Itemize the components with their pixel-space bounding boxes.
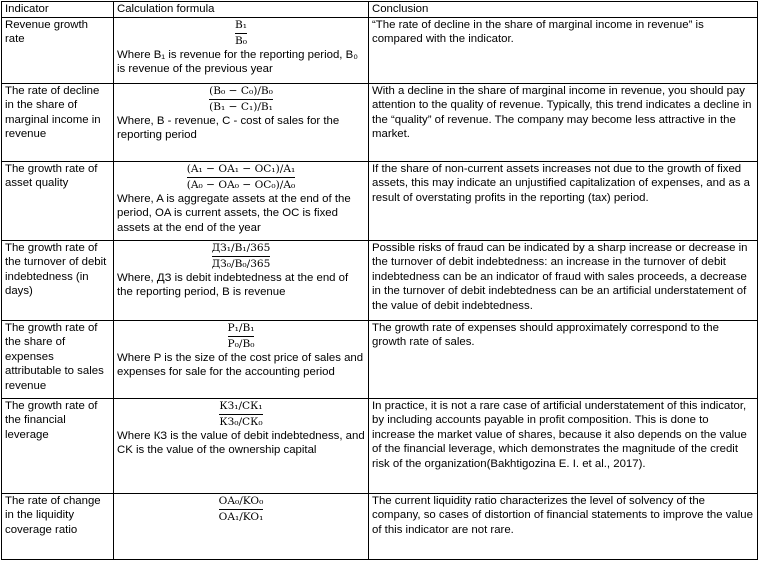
conclusion-cell: “The rate of decline in the share of marginal income in revenue” is compared with the indicator.: [369, 17, 758, 83]
formula-cell: [114, 17, 369, 83]
table-row: [2, 17, 758, 83]
formula-note: Where B₁ is revenue for the reporting period, B₀ is revenue of the previous year: [117, 48, 358, 76]
conclusion-cell: Possible risks of fraud can be indicated by a sharp increase or decrease in the turnover of debit indebtedness: an increase in the turnover of debit indebtedness can be an indicator of fraud with sales proceeds, a decrease in the turnover of debit indebtedness can be an artificial understatement of the value of debit indebtedness.: [369, 240, 758, 320]
formula-numerator: ДЗ₁/B₁/365: [211, 241, 271, 254]
formula-denominator: (B₁ − C₁)/B₁: [209, 100, 273, 113]
formula: [117, 495, 365, 524]
formula: [117, 242, 365, 271]
formula-numerator: B₁: [234, 18, 248, 31]
formula-numerator: (B₀ − C₀)/B₀: [209, 84, 273, 97]
formula-denominator: OA₁/KO₁: [218, 510, 264, 523]
formula: [117, 19, 365, 48]
formula-note: Where P is the size of the cost price of sales and expenses for sale for the accounting period: [117, 351, 364, 379]
formula-denominator: B₀: [234, 34, 248, 47]
indicator-cell: The growth rate of asset quality: [2, 161, 114, 240]
table-row: [2, 398, 758, 493]
table-row: [2, 161, 758, 240]
header-conclusion: Conclusion: [369, 2, 758, 18]
formula: [117, 163, 365, 192]
table-row: [2, 83, 758, 161]
conclusion-cell: With a decline in the share of marginal income in revenue, you should pay attention to the quality of revenue. Typically, this trend indicates a decline in the “quality” of revenue. The company may become less attractive in the market.: [369, 83, 758, 161]
formula: [117, 85, 365, 114]
indicators-table: [1, 1, 758, 560]
header-formula: Calculation formula: [114, 2, 369, 18]
formula-cell: [114, 320, 369, 398]
indicator-cell: The growth rate of the financial leverage: [2, 398, 114, 493]
formula-denominator: P₀/B₀: [227, 337, 255, 350]
indicator-cell: Revenue growth rate: [2, 17, 114, 83]
formula-note: Where, B - revenue, C - cost of sales for the reporting period: [117, 114, 340, 142]
formula-cell: [114, 161, 369, 240]
formula-numerator: (A₁ − OA₁ − OC₁)/A₁: [186, 162, 296, 175]
conclusion-cell: The current liquidity ratio characterizes the level of solvency of the company, so cases of distortion of financial statements to improve the value of this indicator are not rare.: [369, 493, 758, 559]
formula-denominator: КЗ₀/СК₀: [219, 415, 263, 428]
formula: [117, 400, 365, 429]
formula: [117, 322, 365, 351]
indicator-cell: The growth rate of the share of expenses attributable to sales revenue: [2, 320, 114, 398]
indicator-cell: The rate of change in the liquidity coverage ratio: [2, 493, 114, 559]
conclusion-cell: If the share of non-current assets increases not due to the growth of fixed assets, this may indicate an unjustified capitalization of expenses, and as a result of overstating profits in the reporting (tax) period.: [369, 161, 758, 240]
formula-numerator: P₁/B₁: [227, 321, 255, 334]
formula-denominator: ДЗ₀/B₀/365: [211, 257, 271, 270]
conclusion-cell: The growth rate of expenses should approximately correspond to the growth rate of sales.: [369, 320, 758, 398]
indicator-cell: The rate of decline in the share of marginal income in revenue: [2, 83, 114, 161]
header-indicator: Indicator: [2, 2, 114, 18]
formula-note: Where КЗ is the value of debit indebtedness, and CK is the value of the ownership capital: [117, 429, 365, 457]
indicator-cell: The growth rate of the turnover of debit indebtedness (in days): [2, 240, 114, 320]
formula-numerator: OA₀/KO₀: [218, 494, 264, 507]
formula-cell: [114, 398, 369, 493]
table-row: [2, 240, 758, 320]
table-row: [2, 320, 758, 398]
formula-denominator: (A₀ − OA₀ − OC₀)/A₀: [186, 178, 296, 191]
formula-cell: [114, 240, 369, 320]
conclusion-cell: In practice, it is not a rare case of artificial understatement of this indicator, by including accounts payable in profit composition. This is done to increase the market value of shares, because it also depends on the value of the financial leverage, which demonstrates the magnitude of the credit risk of the organization(Bakhtigozina E. I. et al., 2017).: [369, 398, 758, 493]
formula-cell: [114, 83, 369, 161]
formula-numerator: КЗ₁/СК₁: [219, 399, 263, 412]
formula-note: Where, ДЗ is debit indebtedness at the end of the reporting period, B is revenue: [117, 271, 349, 299]
formula-cell: [114, 493, 369, 559]
table-row: [2, 493, 758, 559]
formula-note: Where, A is aggregate assets at the end of the period, OA is current assets, the OC is fixed assets at the end of the year: [117, 192, 351, 234]
header-row: [2, 2, 758, 18]
